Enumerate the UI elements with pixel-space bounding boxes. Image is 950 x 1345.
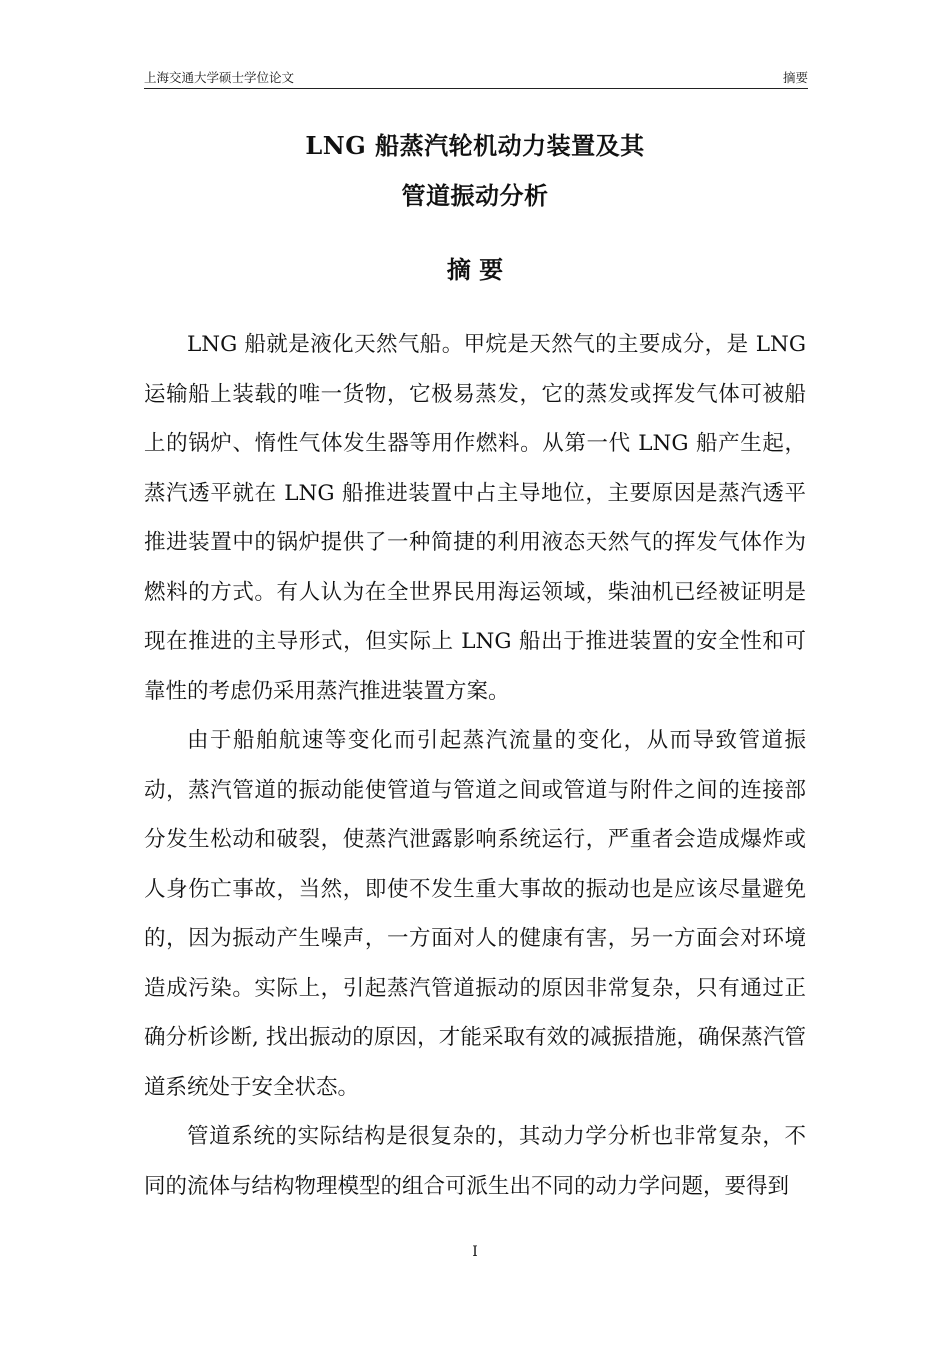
paragraph-3: 管道系统的实际结构是很复杂的，其动力学分析也非常复杂，不同的流体与结构物理模型的组合可派生出不同的动力学问题，要得到: [144, 1124, 806, 1199]
thesis-title-line2: 管道振动分析: [401, 181, 549, 210]
page-number: I: [472, 1244, 478, 1260]
abstract-body: [144, 320, 806, 1211]
header-university: 上海交通大学硕士学位论文: [144, 70, 295, 85]
page-header: [144, 66, 808, 89]
thesis-title-line1: LNG 船蒸汽轮机动力装置及其: [305, 131, 645, 160]
header-section: 摘要: [782, 70, 808, 85]
paragraph-2: 由于船舶航速等变化而引起蒸汽流量的变化，从而导致管道振动，蒸汽管道的振动能使管道与管道之间或管道与附件之间的连接部分发生松动和破裂，使蒸汽泄露影响系统运行，严重者会造成爆炸或人身伤亡事故，当然，即使不发生重大事故的振动也是应该尽量避免的，因为振动产生噪声，一方面对人的健康有害，另一方面会对环境造成污染。实际上，引起蒸汽管道振动的原因非常复杂，只有通过正确分析诊断, 找出振动的原因，才能采取有效的减振措施，确保蒸汽管道系统处于安全状态。: [144, 728, 806, 1100]
abstract-heading: 摘 要: [446, 255, 504, 284]
paragraph-1: LNG 船就是液化天然气船。甲烷是天然气的主要成分，是 LNG 运输船上装载的唯一货物，它极易蒸发，它的蒸发或挥发气体可被船上的锅炉、惰性气体发生器等用作燃料。从第一代 LNG 船产生起，蒸汽透平就在 LNG 船推进装置中占主导地位，主要原因是蒸汽透平推进装置中的锅炉提供了一种简捷的利用液态天然气的挥发气体作为燃料的方式。有人认为在全世界民用海运领域，柴油机已经被证明是现在推进的主导形式，但实际上 LNG 船出于推进装置的安全性和可靠性的考虑仍采用蒸汽推进装置方案。: [144, 332, 806, 704]
